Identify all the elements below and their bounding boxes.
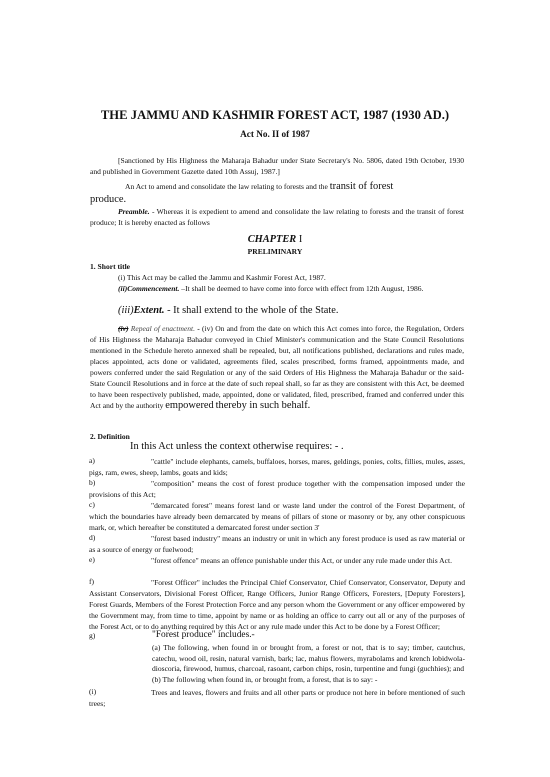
section-1-iv (90, 323, 464, 411)
def-text: "forest offence" means an offence punishable under this Act, or under any rule made under this Act. (151, 556, 452, 565)
intro-big-text-2: produce. (90, 194, 127, 205)
def-label: c) (89, 500, 95, 509)
section-1-heading: 1. Short title (90, 262, 131, 271)
preamble-text: - Whereas it is expedient to amend and consolidate the law relating to forests and the transit of forest produce; It is hereby enacted as follows (90, 207, 464, 227)
chapter-heading (0, 234, 550, 245)
section-2-heading: 2. Definition (90, 432, 130, 441)
def-text: "cattle" include elephants, camels, buffaloes, horses, mares, geldings, ponies, colts, fillies, mules, asses, pigs, ram, ewes, sheep, lambs, goats and kids; (89, 457, 465, 477)
def-i-label: (i) (89, 687, 97, 696)
def-label: e) (89, 555, 95, 564)
repeal-num: (iv) (118, 324, 129, 333)
repeal-text: (iv) On and from the date on which this Act comes into force, the Regulation, Orders of His Highness the Maharaja Bahadur conveyed in Chief Minister's communication and the State Council Resolutions mentioned in the Schedule hereto annexed shall be repealed, but, all notifications published, declarations and rules made, places appointed, acts done or validated, agreements filed, scales prescribed, forms framed, appointments made, and powers conferred under the said Regulation or any of the said Orders of His Highness the Maharaja Bahadur or the said-State Council Resolutions and in force at the date of such repeal shall, so far as they are consistent with this Act, be deemed to have been respectively published, made, appointed, done or validated, filed, prescribed, framed and conferred under this Act and by the authority (90, 324, 464, 410)
preamble (90, 206, 464, 228)
def-label: d) (89, 533, 96, 542)
sanction-note: [Sanctioned by His Highness the Maharaja Bahadur under State Secretary's No. 5806, dated 19th October, 1930 and published in Government Gazette dated 10th Assuj, 1987.] (90, 156, 464, 176)
def-text: "Forest Officer" includes the Principal Chief Conservator, Chief Conservator, Conservator, Deputy and Assistant Conservators, Divisional Forest Officer, Range Officers, Junior Range Officers, Foresters, [Deputy Foresters], Forest Guards, Members of the Forest Protection Force and any person whom the Government or any officer empowered by the Government may, from time to time, appoint by name or as holding an office to carry out all or any of the purposes of the Forest Act, or to do anything required by this Act or any rule made under this Act to be done by a Forest Officer; (89, 578, 465, 631)
repeal-dash: - (195, 324, 203, 333)
chapter-number: I (298, 234, 303, 245)
intro-big-text: transit of forest (329, 181, 394, 192)
def-i-text: Trees and leaves, flowers and fruits and all other parts or produce not here in before mentioned of such trees; (89, 688, 465, 708)
def-label: b) (89, 478, 96, 487)
def-label: a) (89, 456, 95, 465)
act-number: Act No. II of 1987 (240, 129, 310, 139)
section-1-ii (90, 283, 464, 294)
section-1-i: (i) This Act may be called the Jammu and Kashmir Forest Act, 1987. (118, 273, 326, 282)
def-g-label: g) (89, 631, 96, 640)
preamble-label: Preamble. (118, 207, 150, 216)
def-text: "demarcated forest" means forest land or waste land under the control of the Forest Department, of which the boundaries have already been demarcated by means of pillars of stone or masonry or by, any other conspicuous mark, or, which hereafter be constituted a demarcated forest under section 3' (89, 501, 465, 532)
def-g-b: (b) The following when found in, or brought from, a forest, that is to say: - (152, 675, 378, 684)
section-1-iii (118, 305, 464, 316)
def-g-text: "Forest produce" includes.- (152, 630, 255, 640)
def-text: "composition" means the cost of forest produce together with the compensation imposed under the provisions of this Act; (89, 479, 465, 499)
repeal-label: Repeal of enactment. (130, 324, 195, 333)
commencement-label: (ii)Commencement. (118, 284, 180, 293)
chapter-word: CHAPTER (247, 234, 297, 245)
intro-small-text: An Act to amend and consolidate the law relating to forests and the (125, 182, 328, 191)
def-text: "forest based industry" means an industry or unit in which any forest produce is used as raw material or as a source of energy or fuelwood; (89, 534, 465, 554)
intro-paragraph (90, 180, 480, 206)
document-title: THE JAMMU AND KASHMIR FOREST ACT, 1987 (1930 AD.) (100, 108, 450, 122)
section-2-intro: In this Act unless the context otherwise requires: - . (130, 441, 344, 452)
def-g-a: (a) The following, when found in or brought from, a forest or not, that is to say; timber, cautchus, catechu, wood oil, resin, natural varnish, bark; lac, mahus flowers, myrabolams and krench lobidwola-dioscoria, firewood, humus, charcoal, rasoant, carbon chips, rosin, turpentine and fungi (guchhies); and (152, 643, 465, 673)
extent-label: Extent. (133, 305, 165, 316)
extent-text: - It shall extend to the whole of the State. (164, 305, 339, 316)
extent-num: (iii) (118, 305, 134, 316)
repeal-tail-2: thereby in such behalf. (215, 400, 311, 411)
preliminary-heading: PRELIMINARY (247, 247, 303, 256)
commencement-text: –It shall be deemed to have come into force with effect from 12th August, 1986. (179, 284, 424, 293)
def-label: f) (89, 577, 95, 586)
repeal-tail-1: empowered (165, 400, 214, 411)
